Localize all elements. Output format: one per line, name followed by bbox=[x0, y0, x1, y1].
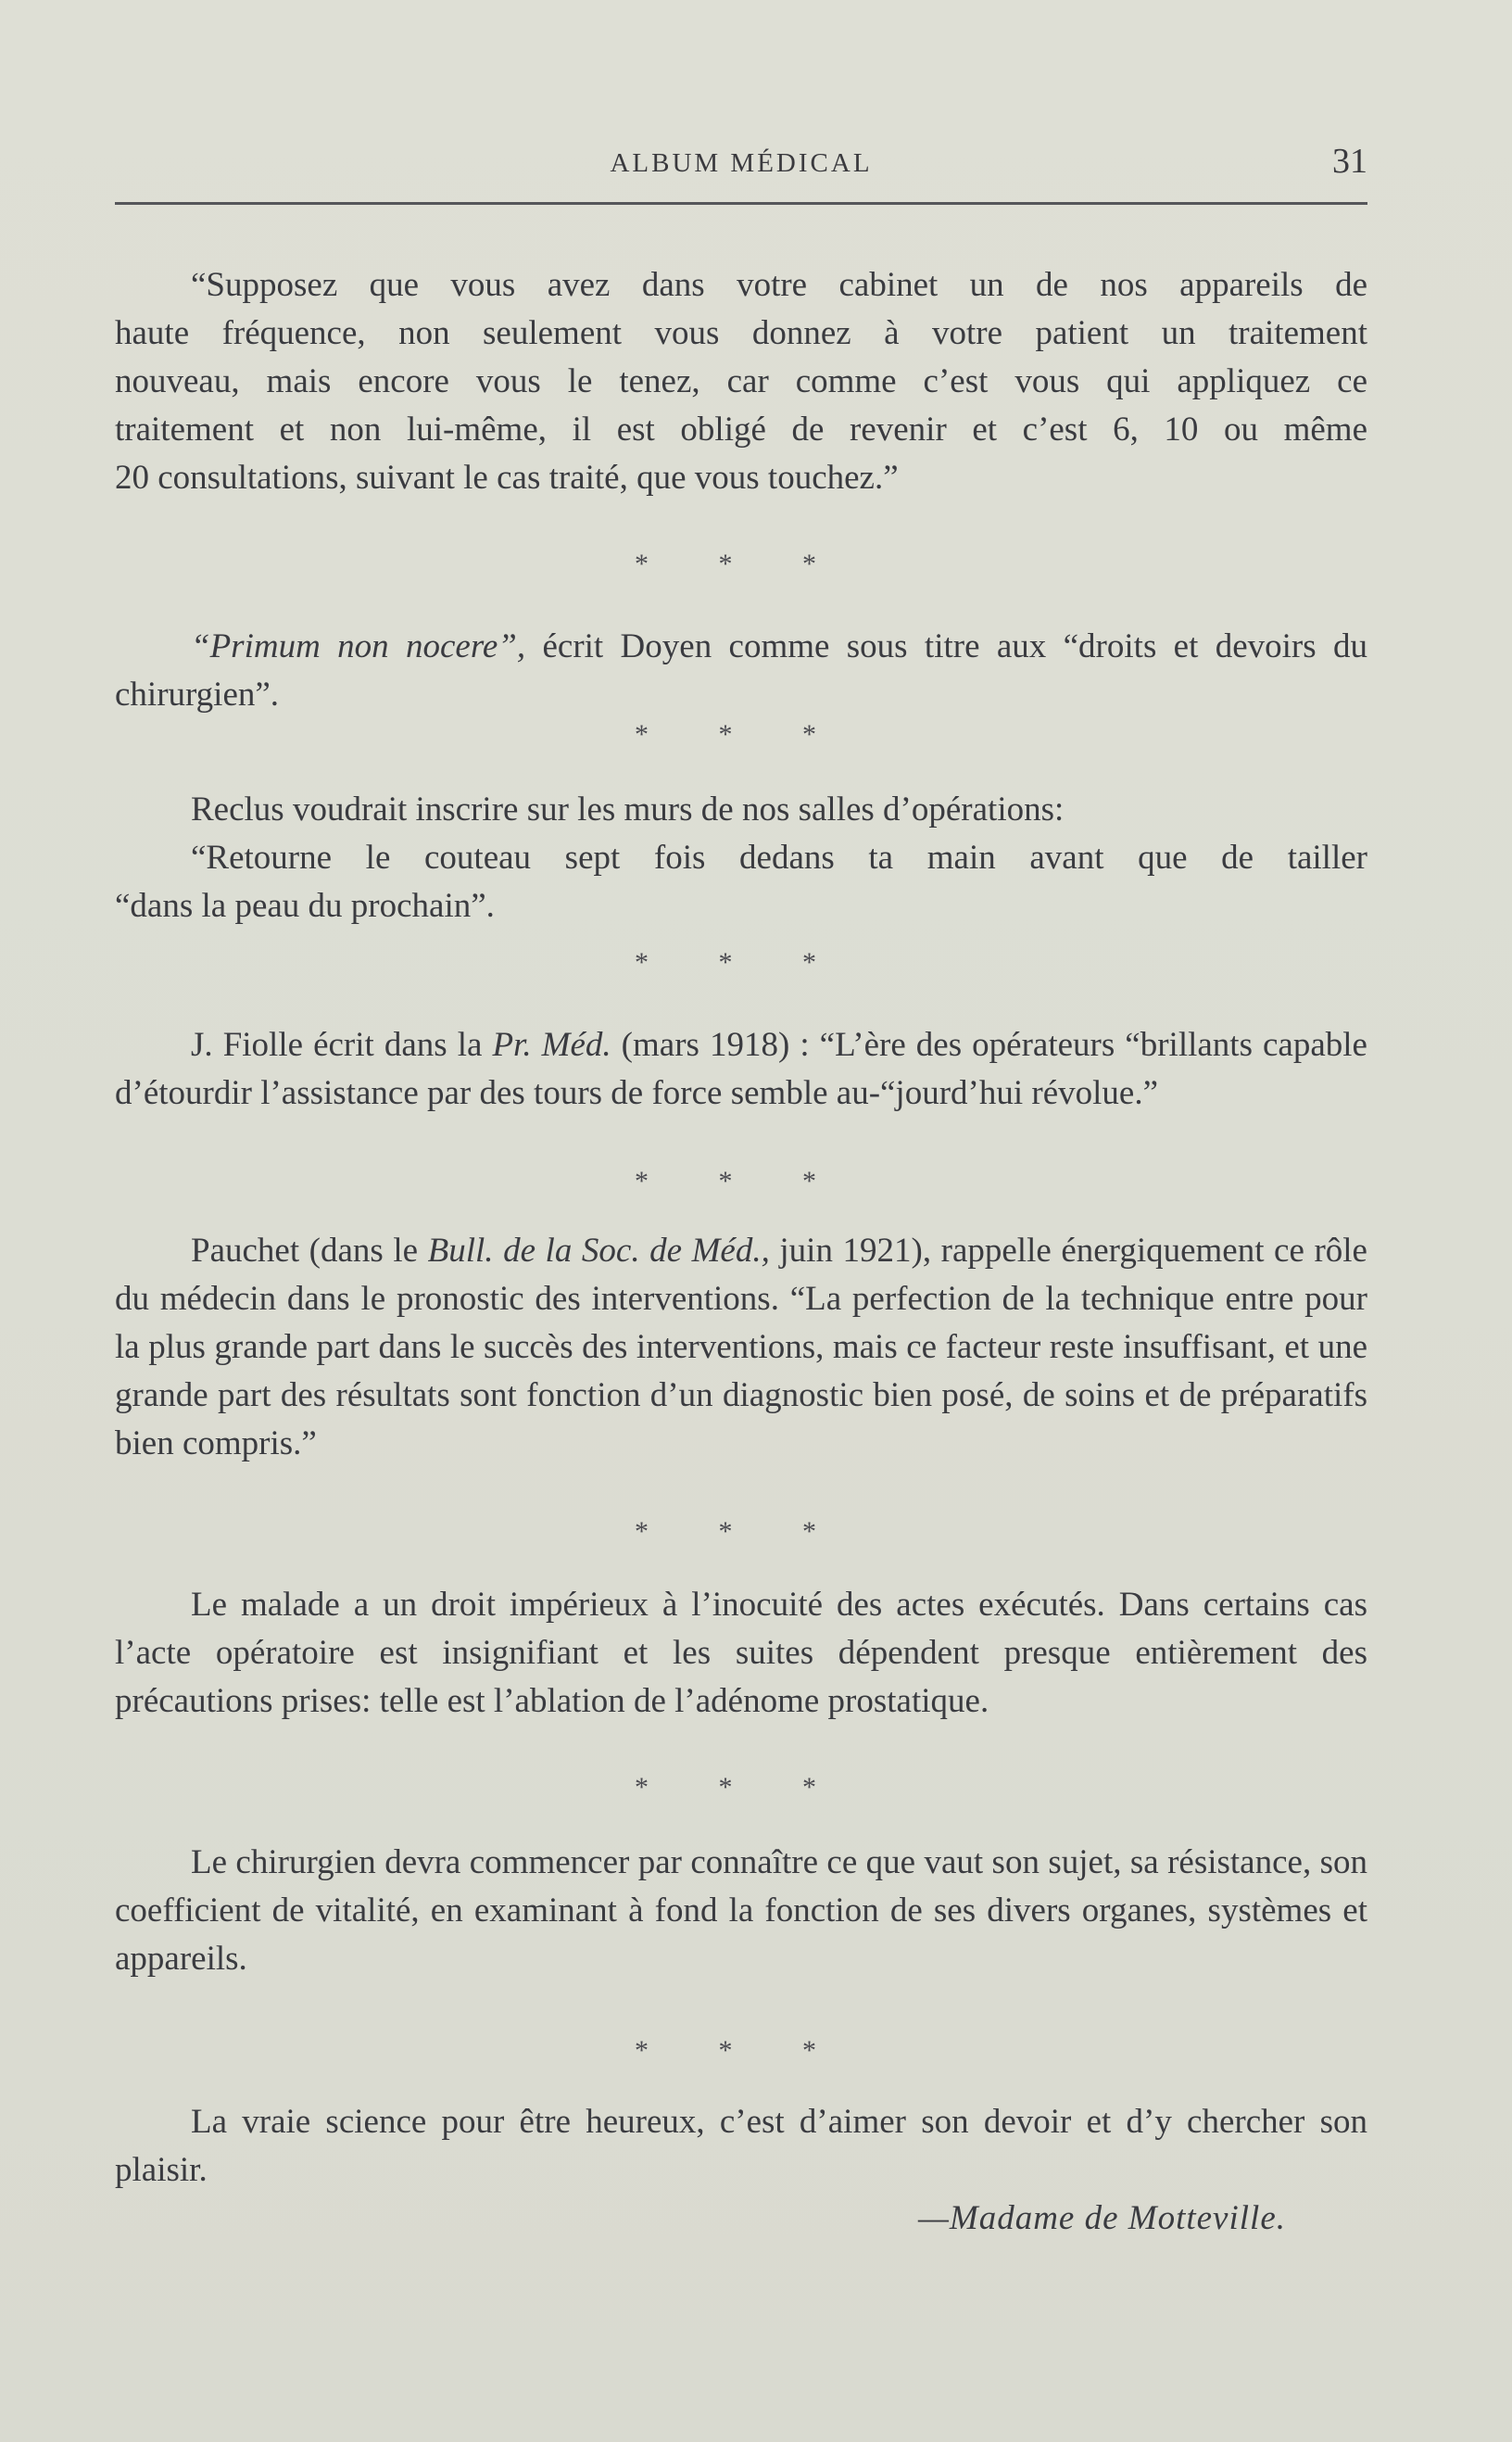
paragraph-pauchet bbox=[115, 1227, 1367, 1468]
header-rule bbox=[115, 202, 1367, 205]
page-number: 31 bbox=[1332, 142, 1367, 181]
text-line: nouveau, mais encore vous le tenez, car comme c’est vous qui appliquez ce bbox=[115, 362, 1367, 400]
journal-citation: Pr. Méd. bbox=[492, 1026, 611, 1064]
latin-quote: “Primum non nocere”, bbox=[191, 627, 526, 665]
section-divider: * * * bbox=[635, 549, 848, 579]
paragraph-reclus bbox=[115, 786, 1367, 930]
section-divider: * * * bbox=[635, 719, 848, 750]
section-divider: * * * bbox=[635, 2035, 848, 2066]
paragraph-vraie-science bbox=[115, 2098, 1367, 2195]
text-line: traitement et non lui-même, il est obligé de revenir et c’est 6, 10 ou même bbox=[115, 411, 1367, 449]
header-title: ALBUM MÉDICAL bbox=[610, 148, 873, 178]
paragraph-text: Pauchet (dans le bbox=[191, 1232, 428, 1270]
signature: —Madame de Motteville. bbox=[917, 2199, 1286, 2237]
paragraph-text: juin 1921), rappelle énergiquement ce rôle du médecin dans le pronostic des interventions. “La perfection de la technique entre pour la plus grande part dans le succès des interventions, mais ce facteur reste insuffisant, et une grande part des résultats sont fonction d’un diagnostic bien posé, de soins et de préparatifs bien compris.” bbox=[115, 1232, 1367, 1462]
text-line: 20 consultations, suivant le cas traité, que vous touchez.” bbox=[115, 459, 899, 497]
paragraph-hf-quote bbox=[115, 261, 1367, 502]
section-divider: * * * bbox=[635, 1166, 848, 1196]
text-line: “dans la peau du prochain”. bbox=[115, 887, 495, 925]
text-line: “Retourne le couteau sept fois dedans ta main avant que de tailler bbox=[191, 839, 1367, 877]
paragraph-primum bbox=[115, 623, 1367, 719]
paragraph-text: écrit Doyen comme sous titre aux “droits et devoirs du chirurgien”. bbox=[115, 627, 1368, 714]
journal-citation: Bull. de la Soc. de Méd., bbox=[427, 1232, 770, 1270]
running-header bbox=[115, 139, 1367, 195]
text-line: Reclus voudrait inscrire sur les murs de nos salles d’opérations: bbox=[191, 791, 1065, 829]
paragraph-text: (mars 1918) : “L’ère des opérateurs “brillants capable d’étourdir l’assistance par des tours de force semble au-“jourd’hui révolue.” bbox=[115, 1026, 1367, 1112]
paragraph-text: La vraie science pour être heureux, c’est d’aimer son devoir et d’y chercher son plaisir. bbox=[115, 2103, 1367, 2189]
section-divider: * * * bbox=[635, 947, 848, 978]
paragraph-text: Le malade a un droit impérieux à l’inocuité des actes exécutés. Dans certains cas l’acte opératoire est insignifiant et les suites dépendent presque entièrement des précautions prises: telle est l’ablation de l’adénome prostatique. bbox=[115, 1586, 1367, 1720]
paragraph-fiolle bbox=[115, 1021, 1367, 1118]
paragraph-chirurgien bbox=[115, 1839, 1367, 1983]
text-line: “Supposez que vous avez dans votre cabinet un de nos appareils de bbox=[191, 266, 1367, 304]
section-divider: * * * bbox=[635, 1516, 848, 1547]
paragraph-text: Le chirurgien devra commencer par connaître ce que vaut son sujet, sa résistance, son coefficient de vitalité, en examinant à fond la fonction de ses divers organes, systèmes et appareils. bbox=[115, 1843, 1367, 1978]
text-line: haute fréquence, non seulement vous donnez à votre patient un traitement bbox=[115, 314, 1367, 352]
section-divider: * * * bbox=[635, 1772, 848, 1803]
paragraph-text: J. Fiolle écrit dans la bbox=[191, 1026, 493, 1064]
paragraph-malade bbox=[115, 1581, 1367, 1726]
